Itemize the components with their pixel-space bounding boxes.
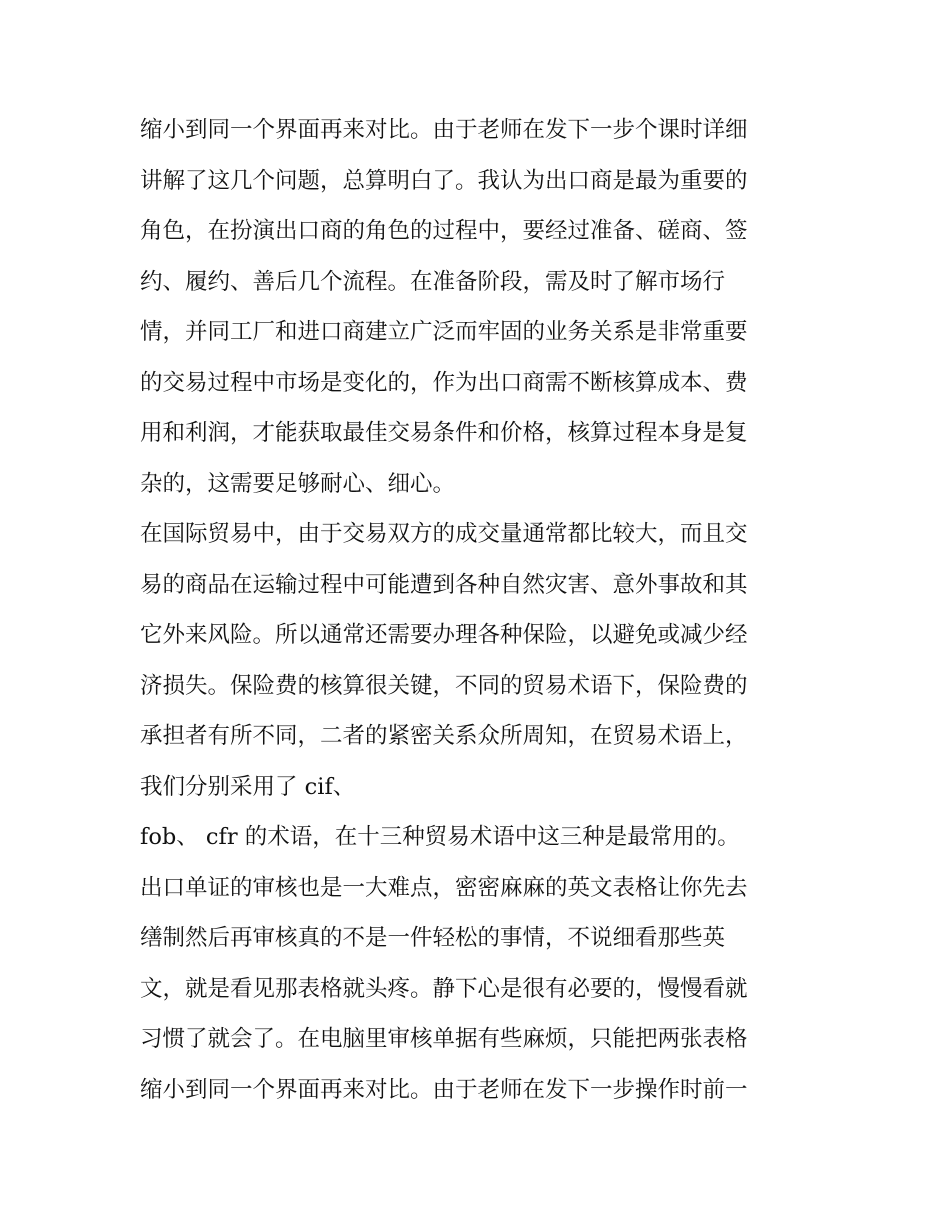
text-line: 情，并同工厂和进口商建立广泛而牢固的业务关系是非常重要 [140, 319, 748, 345]
text-line: 我们分别采用了 cif、 [140, 773, 356, 800]
body-text [140, 105, 820, 1115]
text-line: 在国际贸易中，由于交易双方的成交量通常都比较大，而且交 [140, 521, 748, 547]
text-line: 角色，在扮演出口商的角色的过程中，要经过准备、磋商、签 [140, 218, 748, 244]
text-line: 它外来风险。所以通常还需要办理各种保险，以避免或减少经 [140, 622, 748, 648]
text-line: 济损失。保险费的核算很关键，不同的贸易术语下，保险费的 [140, 672, 748, 699]
text-line: 出口单证的审核也是一大难点，密密麻麻的英文表格让你先去 [140, 874, 748, 901]
text-line: 易的商品在运输过程中可能遭到各种自然灾害、意外事故和其 [140, 571, 748, 598]
text-line: 习惯了就会了。在电脑里审核单据有些麻烦，只能把两张表格 [140, 1026, 748, 1052]
text-line: 的交易过程中市场是变化的，作为出口商需不断核算成本、费 [140, 369, 748, 396]
text-line: 承担者有所不同，二者的紧密关系众所周知，在贸易术语上， [140, 723, 748, 749]
text-line: 用和利润，才能获取最佳交易条件和价格，核算过程本身是复 [140, 420, 748, 446]
text-line: 讲解了这几个问题，总算明白了。我认为出口商是最为重要的 [140, 167, 748, 194]
text-line: 杂的，这需要足够耐心、细心。 [140, 470, 456, 497]
text-line: 缮制然后再审核真的不是一件轻松的事情，不说细看那些英 [140, 925, 726, 951]
text-line: 缩小到同一个界面再来对比。由于老师在发下一步操作时前一 [140, 1076, 748, 1103]
text-line: 约、履约、善后几个流程。在准备阶段，需及时了解市场行 [140, 268, 726, 295]
text-line: 缩小到同一个界面再来对比。由于老师在发下一步个课时详细 [140, 117, 748, 143]
text-line: 文，就是看见那表格就头疼。静下心是很有必要的，慢慢看就 [140, 975, 748, 1002]
text-line: fob、 cfr 的术语，在十三种贸易术语中这三种是最常用的。 [140, 824, 740, 850]
